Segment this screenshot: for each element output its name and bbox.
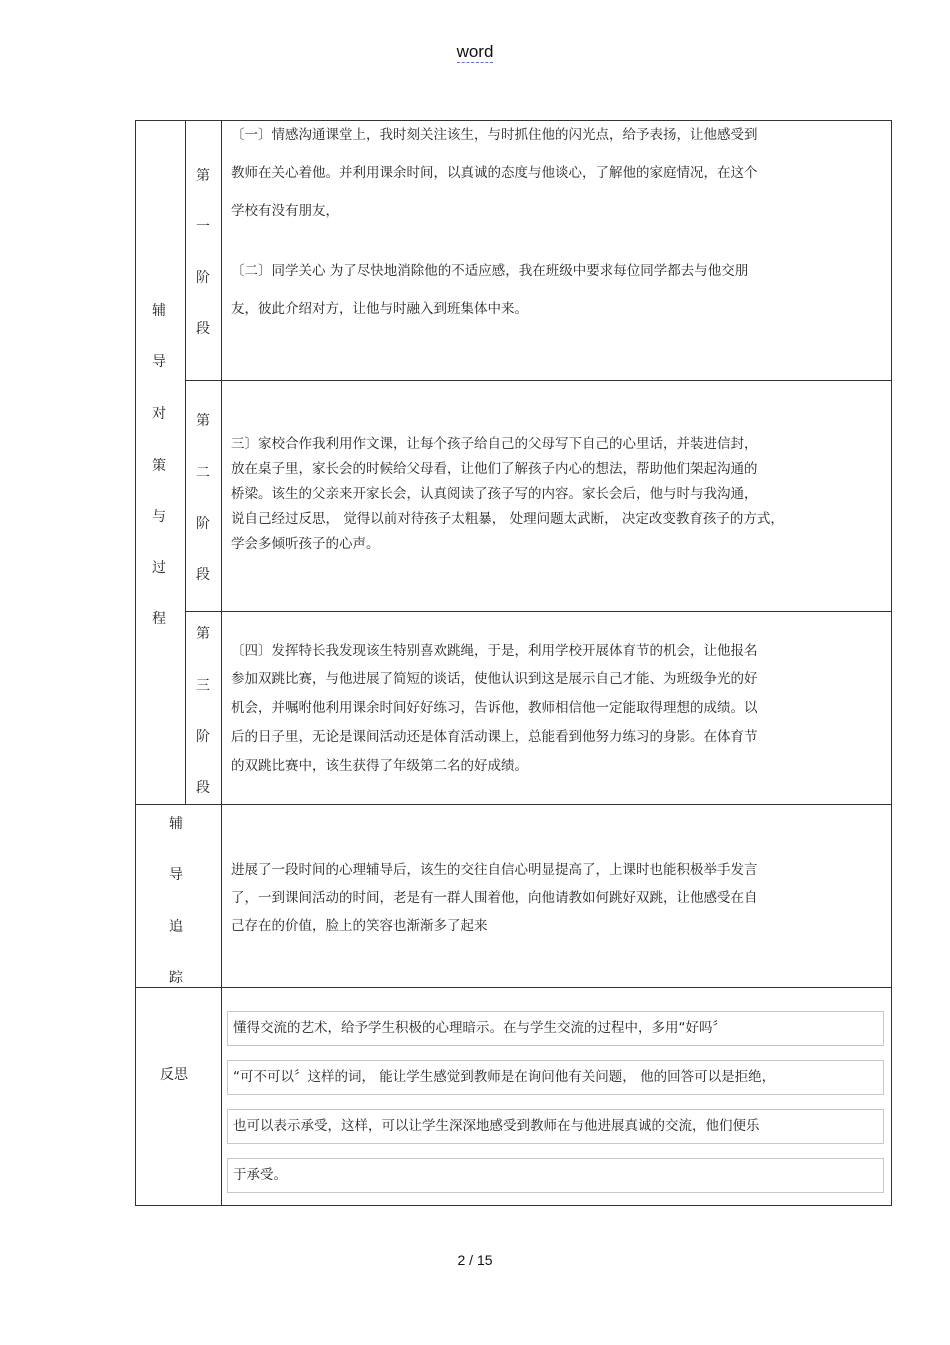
label-char: 段 [196,780,210,796]
reflection-line-box [227,1158,884,1193]
label-char: 导 [169,867,183,883]
text-line: 三〕家校合作我利用作文课，让每个孩子给自己的父母写下自己的心里话，并装进信封， [231,436,758,452]
text-line: 后的日子里，无论是课间活动还是体育活动课上，总能看到他努力练习的身影。在体育节 [231,729,758,745]
label-char: 程 [152,611,166,627]
row-divider-tracking [135,987,892,988]
text-line: 了，一到课间活动的时间，老是有一群人围着他，向他请教如何跳好双跳，让他感受在自 [231,890,758,906]
reflection-label: 反思 [160,1067,188,1083]
col-divider-2 [221,120,222,1206]
label-char: 辅 [169,816,183,832]
label-char: 二 [196,465,210,481]
label-char: 踪 [169,970,183,986]
text-line: 参加双跳比赛，与他进展了简短的谈话，使他认识到这是展示自己才能、为班级争光的好 [231,671,758,687]
header-title: word [456,42,494,61]
text-line: 于承受。 [233,1167,287,1183]
text-line: 〔四〕发挥特长我发现该生特别喜欢跳绳，于是，利用学校开展体育节的机会，让他报名 [231,643,758,659]
label-char: 阶 [196,729,210,745]
text-line: 教师在关心着他。并利用课余时间，以真诚的态度与他谈心，了解他的家庭情况，在这个 [231,165,758,181]
label-char: 一 [196,219,210,235]
row-divider-stage2 [185,611,892,612]
text-line: 机会，并嘱咐他利用课余时间好好练习，告诉他，教师相信他一定能取得理想的成绩。以 [231,700,758,716]
label-char: 对 [152,406,166,422]
text-line: 学会多倾听孩子的心声。 [231,536,380,552]
label-char: 第 [196,626,210,642]
reflection-line-box [227,1109,884,1144]
label-char: 第 [196,168,210,184]
label-char: 阶 [196,270,210,286]
text-line: 〔二〕同学关心 为了尽快地消除他的不适应感，我在班级中要求每位同学都去与他交朋 [231,263,749,279]
label-char: 与 [152,509,166,525]
text-line: 也可以表示承受，这样，可以让学生深深地感受到教师在与他进展真诚的交流，他们便乐 [233,1118,760,1134]
page-number: 2 / 15 [457,1252,493,1268]
text-line: “可不可以〞这样的词， 能让学生感觉到教师是在询问他有关问题， 他的回答可以是拒绝， [233,1069,776,1085]
text-line: 学校有没有朋友， [231,203,339,219]
text-line: 懂得交流的艺术，给予学生积极的心理暗示。在与学生交流的过程中，多用“好吗〞 [233,1020,726,1036]
label-char: 策 [152,458,166,474]
col-divider-1 [185,120,186,804]
reflection-line-box [227,1060,884,1095]
page-header [0,42,950,62]
text-line: 进展了一段时间的心理辅导后，该生的交往自信心明显提高了，上课时也能积极举手发言 [231,862,758,878]
label-char: 段 [196,321,210,337]
label-char: 三 [196,678,210,694]
text-line: 放在桌子里，家长会的时候给父母看，让他们了解孩子内心的想法，帮助他们架起沟通的 [231,461,758,477]
reflection-line-box [227,1011,884,1046]
text-line: 桥梁。该生的父亲来开家长会，认真阅读了孩子写的内容。家长会后，他与时与我沟通， [231,486,758,502]
label-char: 过 [152,560,166,576]
text-line: 〔一〕情感沟通课堂上，我时刻关注该生，与时抓住他的闪光点，给予表扬，让他感受到 [231,127,758,143]
text-line: 己存在的价值，脸上的笑容也渐渐多了起来 [231,918,488,934]
text-line: 的双跳比赛中，该生获得了年级第二名的好成绩。 [231,758,528,774]
row-divider-stage1 [185,380,892,381]
row-divider-strategy [135,804,892,805]
label-char: 阶 [196,516,210,532]
label-char: 辅 [152,303,166,319]
text-line: 说自己经过反思， 觉得以前对待孩子太粗暴， 处理问题太武断， 决定改变教育孩子的方式， [231,511,784,527]
label-char: 导 [152,354,166,370]
text-line: 友，彼此介绍对方，让他与时融入到班集体中来。 [231,301,528,317]
label-char: 段 [196,567,210,583]
label-char: 第 [196,413,210,429]
label-char: 追 [169,919,183,935]
